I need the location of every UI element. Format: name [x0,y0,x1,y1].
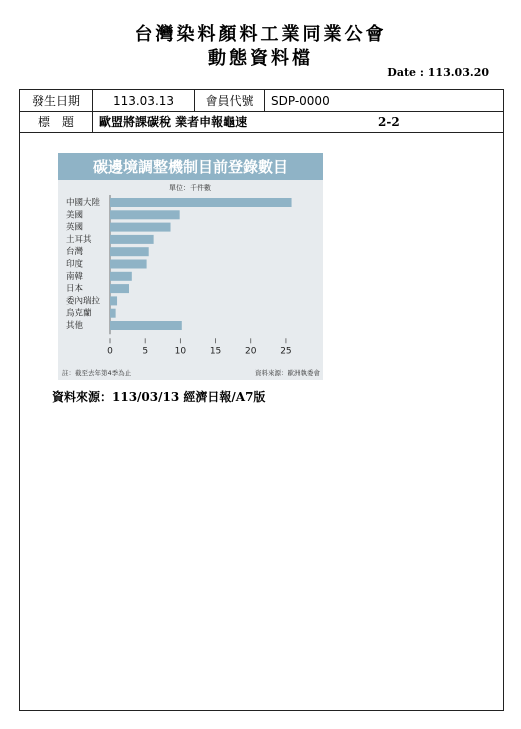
member-value: SDP-0000 [264,90,505,111]
info-row-topic [20,111,503,133]
page-ref: 2-2 [378,114,400,129]
bar [110,198,292,207]
bar [110,296,117,305]
bar-chart [58,180,323,380]
member-label: 會員代號 [194,90,264,111]
x-tick-label: 0 [107,346,113,357]
category-label: 美國 [66,210,84,221]
association-title: 台灣染料顏料工業同業公會 [134,24,387,45]
category-label: 中國大陸 [66,198,101,208]
chart-unit: 單位：千件數 [169,184,211,192]
category-label: 印度 [66,259,84,270]
bar [110,321,182,330]
chart-note: 註：截至去年第4季為止 [62,369,132,377]
bar [110,235,154,244]
category-label: 台灣 [66,247,84,258]
category-label: 烏克蘭 [66,308,92,319]
date-label: 發生日期 [31,94,80,108]
chart-figure [58,153,323,380]
x-tick-label: 10 [174,346,187,357]
document-subtitle: 動態資料檔 [208,48,313,69]
category-label: 委內瑞拉 [66,296,101,307]
document-date: Date : 113.03.20 [387,66,489,79]
bar [110,210,180,219]
x-tick-label: 15 [209,346,222,357]
info-row-date [20,90,503,112]
source-line: 資料來源：113/03/13 經濟日報/A7版 [52,390,266,404]
chart-source: 資料來源：歐洲執委會 [255,369,320,377]
bar [110,247,149,256]
topic-value: 歐盟將課碳稅 業者申報龜速 [92,111,505,132]
bar [110,223,171,232]
bar [110,272,132,281]
bar [110,284,129,293]
category-label: 英國 [66,222,84,233]
category-label: 日本 [66,284,84,295]
category-label: 土耳其 [66,234,92,245]
date-value: 113.03.13 [92,90,194,111]
bar [110,260,147,269]
x-tick-label: 5 [142,346,149,357]
x-tick-label: 25 [280,346,292,357]
category-label: 其他 [66,321,84,331]
chart-heading: 碳邊境調整機制目前登錄數目 [58,153,323,180]
category-label: 南韓 [66,271,84,282]
x-tick-label: 20 [245,346,257,357]
bar [110,309,116,318]
topic-label: 標 題 [37,115,74,129]
document-frame [19,89,504,711]
